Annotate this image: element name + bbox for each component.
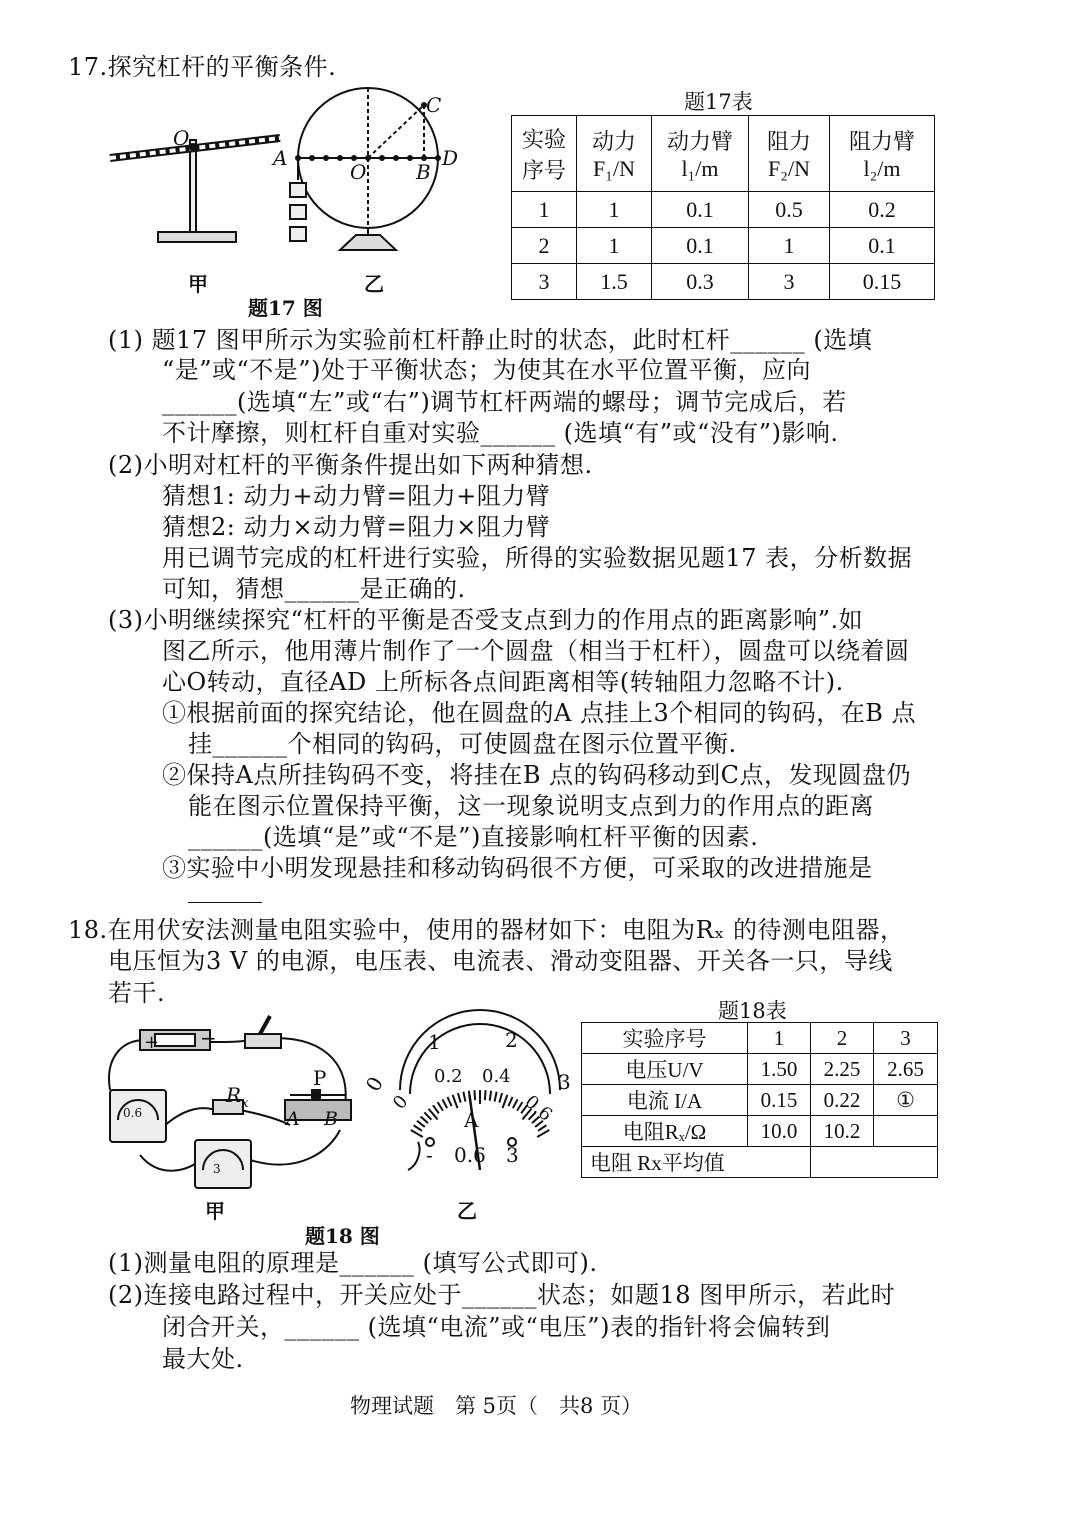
q18-answer-line: 闭合开关，______ (选填“电流”或“电压”)表的指针将会偏转到 <box>162 1313 831 1341</box>
voltmeter-reading: 0.6 <box>123 1106 143 1120</box>
label-a: A <box>273 146 288 170</box>
q18-table <box>581 1022 938 1178</box>
table-row: 3 1.5 0.3 3 0.15 <box>512 264 935 300</box>
wire <box>250 1130 340 1165</box>
label-p: P <box>313 1066 327 1090</box>
q17-line: (2)小明对杠杆的平衡条件提出如下两种猜想. <box>108 451 593 479</box>
wire <box>160 1108 215 1130</box>
meter-tick <box>453 1095 458 1108</box>
q17-line: 猜想1: 动力+动力臂=阻力+阻力臂 <box>162 482 551 510</box>
q17-line: 挂______个相同的钩码，可使圆盘在图示位置平衡. <box>188 730 737 758</box>
scale-top-2: 2 <box>505 1028 518 1052</box>
meter-tick <box>414 1125 422 1131</box>
q17-line: (1) 题17 图甲所示为实验前杠杆静止时的状态，此时杠杆______ (选填 <box>108 326 873 354</box>
label-plus: + <box>144 1032 160 1053</box>
q17-line: “是”或“不是”)处于平衡状态；为使其在水平位置平衡，应向 <box>162 356 811 384</box>
scale-bottom-2: 0.4 <box>482 1066 511 1087</box>
q17-line: ①根据前面的探究结论，他在圆盘的A 点挂上3个相同的钩码，在B 点 <box>162 699 916 727</box>
meter-tick <box>447 1097 451 1106</box>
meter-tick <box>490 1091 491 1101</box>
scale-top-0: 0 <box>360 1072 388 1096</box>
fig-yi-label: 乙 <box>364 272 384 296</box>
q17-table <box>511 115 935 300</box>
q17-figure-caption: 题17 图 <box>248 296 323 320</box>
table-row: 1 1 0.1 0.5 0.2 <box>512 192 935 228</box>
label-rx: $R_x$ <box>226 1083 249 1111</box>
page-footer: 物理试题 第 5页（ 共8 页） <box>350 1394 643 1418</box>
meter-tick <box>438 1102 443 1110</box>
q18-line: 若干. <box>108 979 166 1007</box>
meter-tick <box>503 1095 508 1108</box>
meter-tick <box>458 1093 461 1103</box>
q17-line: 可知，猜想______是正确的. <box>162 575 466 603</box>
q17-header-cell: 阻力臂 l₂/m <box>830 116 935 192</box>
meter-tick <box>513 1099 518 1108</box>
q17-header-cell: 实验 序号 <box>512 116 577 192</box>
wire <box>140 1155 200 1171</box>
meter-tick <box>442 1099 447 1108</box>
meter-tick <box>474 1090 475 1100</box>
q18-answer-line: 最大处. <box>162 1345 244 1373</box>
label-terminal-a: A <box>286 1108 300 1130</box>
q18-line: 18.在用伏安法测量电阻实验中，使用的器材如下：电阻为Rₓ 的待测电阻器， <box>68 916 905 944</box>
lever-stand <box>110 138 280 242</box>
meter-tick <box>433 1105 439 1113</box>
wire <box>240 1110 290 1125</box>
table-row: 电阻 Rx平均值 <box>582 1147 938 1178</box>
table-row: 电流 I/A 0.15 0.22 ① <box>582 1085 938 1116</box>
q17-line: 心O转动，直径AD 上所标各点间距离相等(转轴阻力忽略不计). <box>162 668 844 696</box>
q17-line: 能在图示位置保持平衡，这一现象说明支点到力的作用点的距离 <box>188 792 874 820</box>
label-d: D <box>442 146 459 170</box>
label-c: C <box>426 93 442 117</box>
q17-line: ______(选填“是”或“不是”)直接影响杠杆平衡的因素. <box>188 823 759 851</box>
scale-bottom-3: 0.6 <box>520 1091 557 1126</box>
meter-tick <box>421 1116 428 1123</box>
scale-bottom-0: 0 <box>389 1091 413 1114</box>
q17-line: 用已调节完成的杠杆进行实验，所得的实验数据见题17 表，分析数据 <box>162 544 913 572</box>
q17-figure-jia <box>100 100 290 290</box>
terminal-3: 3 <box>506 1143 519 1167</box>
q18-answer-line: (2)连接电路过程中，开关应处于______状态；如题18 图甲所示，若此时 <box>108 1281 896 1309</box>
switch <box>245 1034 281 1048</box>
q17-line: ②保持A点所挂钩码不变，将挂在B 点的钩码移动到C点，发现圆盘仍 <box>162 761 911 789</box>
scale-top-3: 3 <box>558 1070 571 1094</box>
meter-arc <box>400 1010 560 1090</box>
scale-bottom-1: 0.2 <box>434 1066 463 1087</box>
answer-blank <box>188 902 262 903</box>
meter-tick <box>424 1112 431 1119</box>
meter-tick <box>495 1092 497 1102</box>
q17-line: ______(选填“左”或“右”)调节杠杆两端的螺母；调节完成后，若 <box>162 388 847 416</box>
label-o-jia: O <box>173 126 190 150</box>
q18-figure-caption: 题18 图 <box>305 1224 380 1248</box>
q17-line: 图乙所示，他用薄片制作了一个圆盘（相当于杠杆），圆盘可以绕着圆 <box>162 637 910 665</box>
q17-header-cell: 动力 F₁/N <box>577 116 652 192</box>
q17-line: (3)小明继续探究“杠杆的平衡是否受支点到力的作用点的距离影响”.如 <box>108 606 864 634</box>
q17-figure-yi <box>280 85 480 285</box>
meter-tick <box>485 1090 486 1100</box>
label-b: B <box>416 160 431 184</box>
q17-header-cell: 动力臂 l₁/m <box>652 116 749 192</box>
ammeter-reading: 3 <box>213 1162 221 1176</box>
fig-jia-label: 甲 <box>188 272 208 296</box>
terminal-0-6: 0.6 <box>454 1143 486 1167</box>
q18-answer-line: (1)测量电阻的原理是______ (填写公式即可). <box>108 1249 598 1277</box>
q18-line: 电压恒为3 V 的电源，电压表、电流表、滑动变阻器、开关各一只，导线 <box>108 947 893 975</box>
meter-tick <box>499 1093 502 1103</box>
table-row: 2 1 0.1 1 0.1 <box>512 228 935 264</box>
table-row: 电压U/V 1.50 2.25 2.65 <box>582 1054 938 1085</box>
q17-line: 猜想2: 动力×动力臂=阻力×阻力臂 <box>162 513 551 541</box>
table-row: 实验序号 1 2 3 <box>582 1023 938 1054</box>
meter-tick <box>463 1092 465 1102</box>
fig-yi-label-18: 乙 <box>457 1199 477 1223</box>
label-terminal-b: B <box>324 1108 338 1130</box>
label-o-yi: O <box>350 160 367 184</box>
scale-top-1: 1 <box>428 1030 441 1054</box>
meter-unit: A <box>464 1108 479 1132</box>
table-row: 电阻Rₓ/Ω 10.0 10.2 <box>582 1116 938 1147</box>
fig-jia-label-18: 甲 <box>205 1199 225 1223</box>
q17-line: 不计摩擦，则杠杆自重对实验______ (选填“有”或“没有”)影响. <box>162 419 839 447</box>
q17-table-title: 题17表 <box>684 90 753 114</box>
q17-title: 17.探究杠杆的平衡条件. <box>68 53 337 81</box>
q17-header-cell: 阻力 F₂/N <box>749 116 830 192</box>
meter-tick <box>508 1097 512 1106</box>
meter-tick <box>417 1121 425 1127</box>
terminal-neg: - <box>426 1143 433 1167</box>
label-minus: − <box>200 1026 217 1050</box>
q18-table-title: 题18表 <box>718 999 787 1023</box>
q17-line: ③实验中小明发现悬挂和移动钩码很不方便，可采取的改进措施是 <box>162 854 873 882</box>
